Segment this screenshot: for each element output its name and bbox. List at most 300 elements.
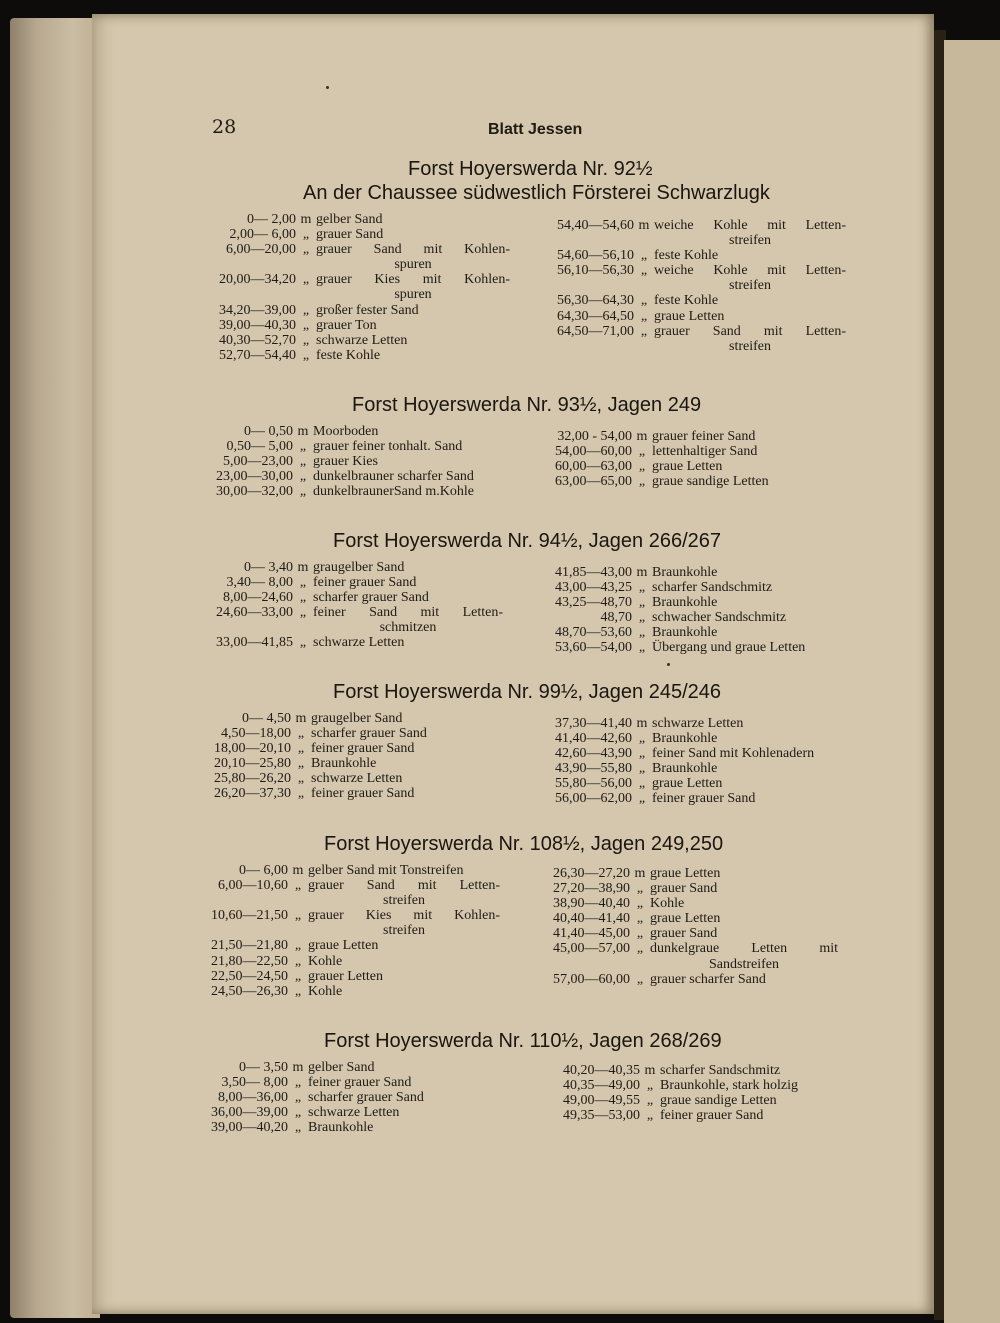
description-text: grauer Sand [650,926,718,942]
depth-range: 42,60—43,90 [555,746,632,762]
depth-range: 54,00—60,00 [555,444,632,460]
description-continuation: streifen [729,233,771,249]
depth-range: 6,00—10,60 [218,878,288,894]
description-text: graue Letten [654,308,725,324]
description-text: feiner grauer Sand [313,575,417,591]
layer-description [313,560,503,575]
depth-range: 48,70 [600,610,632,626]
depth-range: 54,60—56,10 [557,248,634,264]
description-text: Kohle [650,896,685,912]
layer-row [544,716,844,731]
unit-mark: „ [294,983,302,999]
unit-mark: m [292,1060,304,1075]
unit-mark: „ [640,248,648,264]
unit-mark: „ [302,302,310,318]
description-text: schwarze Letten [316,332,408,348]
depth-range: 26,30—27,20 [553,866,630,881]
layer-row [200,863,500,878]
unit-mark: „ [638,459,646,475]
depth-range: 0— 2,00 [247,212,296,227]
layer-row [200,272,510,302]
unit-mark: „ [636,926,644,942]
layer-description [311,726,465,741]
layer-row [538,941,838,971]
description-text: scharfer grauer Sand [311,726,427,742]
layer-row [200,954,500,969]
layer-row [200,1090,458,1105]
depth-range: 2,00— 6,00 [229,227,296,243]
depth-range: 0— 3,40 [244,560,293,575]
layer-row [200,227,510,242]
description-continuation: schmitzen [379,620,437,636]
layer-row [203,786,465,801]
section-title: Forst Hoyerswerda Nr. 110½, Jagen 268/269 [324,1030,722,1052]
layer-row [536,1108,826,1123]
right-column [548,218,846,354]
depth-range: 45,00—57,00 [553,941,630,957]
layer-description [654,218,846,248]
depth-range: 26,20—37,30 [214,786,291,802]
description-text: Braunkohle [308,1120,374,1136]
depth-range: 0,50— 5,00 [226,439,293,455]
unit-mark: m [644,1063,656,1078]
description-text: großer fester Sand [316,302,419,318]
layer-description [652,625,842,640]
description-text: feiner grauer Sand [652,791,756,807]
right-column [538,866,838,987]
unit-mark: „ [636,896,644,912]
unit-mark: m [636,565,648,580]
layer-row [200,212,510,227]
description-text: graue sandige Letten [652,474,769,490]
description-text: schwarze Letten [313,635,405,651]
description-text: feiner grauer Sand [308,1075,412,1091]
unit-mark: „ [299,635,307,651]
page-number: 28 [212,116,237,138]
description-text: graugelber Sand [313,560,405,575]
description-text: grauer feiner tonhalt. Sand [313,439,463,455]
layer-row [203,469,508,484]
description-text: schwarze Letten [652,716,744,731]
layer-row [536,1093,826,1108]
layer-row [548,248,846,263]
layer-row [200,938,500,953]
layer-description [650,972,838,987]
layer-description [311,786,465,801]
layer-description [313,575,503,590]
layer-row [203,711,465,726]
depth-range: 41,85—43,00 [555,565,632,580]
layer-row [203,484,508,499]
layer-description [652,746,844,761]
unit-mark: m [297,560,309,575]
depth-range: 25,80—26,20 [214,771,291,787]
layer-row [536,1078,826,1093]
layer-description [316,242,510,272]
unit-mark: „ [638,595,646,611]
description-text: Braunkohle [652,565,718,580]
depth-range: 37,30—41,40 [555,716,632,731]
unit-mark: „ [638,580,646,596]
unit-mark: m [634,866,646,881]
description-text: Braunkohle [652,595,718,611]
description-text: lettenhaltiger Sand [652,444,758,460]
unit-mark: „ [294,1120,302,1136]
depth-range: 57,00—60,00 [553,971,630,987]
depth-range: 21,80—22,50 [211,953,288,969]
layer-description [313,424,508,439]
layer-description [660,1093,826,1108]
description-text: gelber Sand [308,1060,375,1075]
layer-row [203,741,465,756]
unit-mark: „ [302,242,310,258]
layer-description [316,348,510,363]
layer-description [311,771,465,786]
layer-description [654,309,846,324]
unit-mark: „ [302,227,310,243]
description-text: gelber Sand mit Tonstreifen [308,863,464,878]
layer-description [308,908,500,938]
description-text: feste Kohle [316,347,381,363]
description-text: Braunkohle [652,625,718,641]
depth-range: 24,60—33,00 [216,605,293,621]
unit-mark: „ [294,878,302,894]
left-column [200,1060,458,1135]
unit-mark: „ [299,605,307,621]
description-text: dunkelgraue Letten mit [650,941,838,957]
description-text: feiner Sand mit Kohlenadern [652,746,815,762]
layer-description [313,590,503,605]
depth-range: 36,00—39,00 [211,1105,288,1121]
left-column [203,711,465,802]
description-continuation: streifen [383,893,425,909]
unit-mark: „ [638,610,646,626]
description-text: feiner Sand mit Letten- [313,605,503,621]
description-text: feste Kohle [654,248,719,264]
layer-row [200,348,510,363]
layer-row [538,881,838,896]
layer-row [548,444,800,459]
layer-row [200,303,510,318]
layer-row [544,595,842,610]
depth-range: 3,40— 8,00 [226,575,293,591]
layer-description [308,984,500,999]
layer-description [308,938,500,953]
section-title: Forst Hoyerswerda Nr. 99½, Jagen 245/246 [333,681,721,703]
description-text: Braunkohle [652,731,718,747]
layer-description [652,595,842,610]
unit-mark: „ [638,746,646,762]
depth-range: 40,30—52,70 [219,332,296,348]
layer-description [654,248,846,263]
description-text: Übergang und graue Letten [652,640,806,656]
depth-range: 54,40—54,60 [557,218,634,233]
layer-row [200,1060,458,1075]
layer-row [544,791,844,806]
description-text: Kohle [308,983,343,999]
description-continuation: streifen [729,278,771,294]
description-text: graue Letten [652,459,723,475]
layer-row [538,866,838,881]
description-continuation: spuren [394,287,432,303]
depth-range: 39,00—40,20 [211,1120,288,1136]
unit-mark: „ [640,263,648,279]
description-text: scharfer Sandschmitz [652,580,773,596]
unit-mark: „ [638,640,646,656]
unit-mark: „ [294,1090,302,1106]
layer-description [660,1078,826,1093]
depth-range: 63,00—65,00 [555,474,632,490]
unit-mark: „ [297,786,305,802]
description-text: scharfer grauer Sand [308,1090,424,1106]
book-edge [10,18,100,1318]
description-text: Kohle [308,953,343,969]
section-title: Forst Hoyerswerda Nr. 94½, Jagen 266/267 [333,530,721,552]
unit-mark: „ [638,791,646,807]
depth-range: 23,00—30,00 [216,469,293,485]
description-text: feiner grauer Sand [311,786,415,802]
depth-range: 18,00—20,10 [214,741,291,757]
layer-description [316,272,510,302]
unit-mark: m [636,716,648,731]
depth-range: 43,90—55,80 [555,761,632,777]
layer-description [660,1063,826,1078]
unit-mark: „ [302,347,310,363]
depth-range: 4,50—18,00 [221,726,291,742]
description-continuation: streifen [383,923,425,939]
layer-row [203,756,465,771]
description-text: graue sandige Letten [660,1093,777,1109]
unit-mark: „ [299,590,307,606]
layer-description [652,776,844,791]
unit-mark: „ [297,726,305,742]
left-column [200,863,500,999]
depth-range: 38,90—40,40 [553,896,630,912]
layer-description [308,1120,458,1135]
unit-mark: „ [638,625,646,641]
description-text: Braunkohle [311,756,377,772]
description-text: Moorboden [313,424,379,439]
layer-row [544,610,842,625]
ink-speck [326,86,329,89]
description-text: schwarze Letten [311,771,403,787]
unit-mark: „ [297,771,305,787]
layer-description [308,1105,458,1120]
unit-mark: „ [646,1108,654,1124]
unit-mark: „ [638,776,646,792]
description-text: graue Letten [652,776,723,792]
depth-range: 56,30—64,30 [557,293,634,309]
layer-description [316,212,510,227]
description-text: grauer Letten [308,968,384,984]
depth-range: 52,70—54,40 [219,347,296,363]
layer-description [650,896,838,911]
unit-mark: „ [294,968,302,984]
depth-range: 0— 4,50 [242,711,291,726]
depth-range: 8,00—24,60 [223,590,293,606]
depth-range: 34,20—39,00 [219,302,296,318]
description-text: graue Letten [650,866,721,881]
depth-range: 20,00—34,20 [219,272,296,288]
depth-range: 56,00—62,00 [555,791,632,807]
depth-range: 32,00 - 54,00 [557,429,632,444]
layer-description [313,605,503,635]
description-text: weiche Kohle mit Letten- [654,263,846,279]
right-column [536,1063,826,1123]
layer-row [548,429,800,444]
layer-row [200,1120,458,1135]
layer-description [308,878,500,908]
depth-range: 5,00—23,00 [223,454,293,470]
description-text: grauer Sand [650,881,718,897]
description-text: dunkelbraunerSand m.Kohle [313,484,474,500]
layer-description [652,761,844,776]
layer-description [313,469,508,484]
section-subtitle: An der Chaussee südwestlich Försterei Schwarzlugk [303,182,770,204]
depth-range: 0— 6,00 [239,863,288,878]
unit-mark: „ [636,881,644,897]
depth-range: 0— 3,50 [239,1060,288,1075]
layer-description [308,969,500,984]
description-text: grauer Kies mit Kohlen- [316,272,510,288]
layer-row [538,896,838,911]
layer-row [538,911,838,926]
layer-description [652,580,842,595]
unit-mark: „ [299,454,307,470]
depth-range: 8,00—36,00 [218,1090,288,1106]
layer-description [652,429,800,444]
unit-mark: m [295,711,307,726]
unit-mark: „ [640,308,648,324]
layer-row [538,972,838,987]
depth-range: 49,35—53,00 [563,1108,640,1124]
unit-mark: „ [294,1075,302,1091]
layer-row [200,333,510,348]
depth-range: 64,50—71,00 [557,323,634,339]
description-text: grauer Kies mit Kohlen- [308,908,500,924]
layer-description [311,756,465,771]
depth-range: 40,35—49,00 [563,1078,640,1094]
unit-mark: „ [636,941,644,957]
layer-description [308,1060,458,1075]
layer-description [316,227,510,242]
unit-mark: „ [302,332,310,348]
running-head: Blatt Jessen [488,121,583,138]
depth-range: 49,00—49,55 [563,1093,640,1109]
depth-range: 53,60—54,00 [555,640,632,656]
layer-row [548,218,846,248]
unit-mark: „ [640,293,648,309]
depth-range: 40,20—40,35 [563,1063,640,1078]
layer-row [536,1063,826,1078]
unit-mark: „ [646,1078,654,1094]
description-text: grauer Sand [316,227,384,243]
depth-range: 27,20—38,90 [553,881,630,897]
description-text: graue Letten [650,911,721,927]
description-text: Braunkohle, stark holzig [660,1078,799,1094]
unit-mark: „ [638,474,646,490]
description-text: weiche Kohle mit Letten- [654,218,846,233]
layer-row [544,640,842,655]
description-text: feste Kohle [654,293,719,309]
unit-mark: „ [294,1105,302,1121]
depth-range: 41,40—45,00 [553,926,630,942]
layer-description [650,911,838,926]
description-continuation: spuren [394,257,432,273]
layer-description [650,881,838,896]
ink-speck [667,663,670,666]
layer-description [652,716,844,731]
depth-range: 21,50—21,80 [211,938,288,954]
unit-mark: m [300,212,312,227]
layer-row [203,424,508,439]
layer-description [652,444,800,459]
depth-range: 20,10—25,80 [214,756,291,772]
layer-description [652,474,800,489]
unit-mark: „ [640,323,648,339]
layer-row [203,726,465,741]
left-column [205,560,503,651]
description-text: grauer feiner Sand [652,429,756,444]
description-text: grauer Sand mit Letten- [308,878,500,894]
description-text: feiner grauer Sand [660,1108,764,1124]
layer-description [313,439,508,454]
description-text: schwacher Sandschmitz [652,610,787,626]
layer-row [205,575,503,590]
description-text: dunkelbrauner scharfer Sand [313,469,474,485]
unit-mark: „ [636,971,644,987]
layer-row [205,560,503,575]
layer-description [311,711,465,726]
layer-row [205,635,503,650]
description-text: schwarze Letten [308,1105,400,1121]
layer-row [544,625,842,640]
unit-mark: „ [638,761,646,777]
layer-row [548,293,846,308]
depth-range: 56,10—56,30 [557,263,634,279]
layer-description [316,333,510,348]
unit-mark: m [297,424,309,439]
layer-description [654,293,846,308]
description-continuation: streifen [729,338,771,354]
depth-range: 60,00—63,00 [555,459,632,475]
description-text: feiner grauer Sand [311,741,415,757]
layer-description [311,741,465,756]
layer-row [203,439,508,454]
section-title: Forst Hoyerswerda Nr. 93½, Jagen 249 [352,394,702,416]
layer-row [200,318,510,333]
depth-range: 39,00—40,30 [219,317,296,333]
unit-mark: „ [638,731,646,747]
layer-row [205,605,503,635]
unit-mark: „ [646,1093,654,1109]
layer-description [652,459,800,474]
layer-description [650,941,838,971]
description-text: Braunkohle [652,761,718,777]
depth-range: 64,30—64,50 [557,308,634,324]
layer-description [308,863,500,878]
depth-range: 48,70—53,60 [555,625,632,641]
layer-row [203,771,465,786]
layer-row [200,242,510,272]
description-text: grauer Ton [316,317,377,333]
description-text: grauer scharfer Sand [650,971,766,987]
section-title: Forst Hoyerswerda Nr. 92½ [408,158,653,180]
layer-row [538,926,838,941]
layer-description [652,565,842,580]
unit-mark: m [636,429,648,444]
left-column [203,424,508,499]
